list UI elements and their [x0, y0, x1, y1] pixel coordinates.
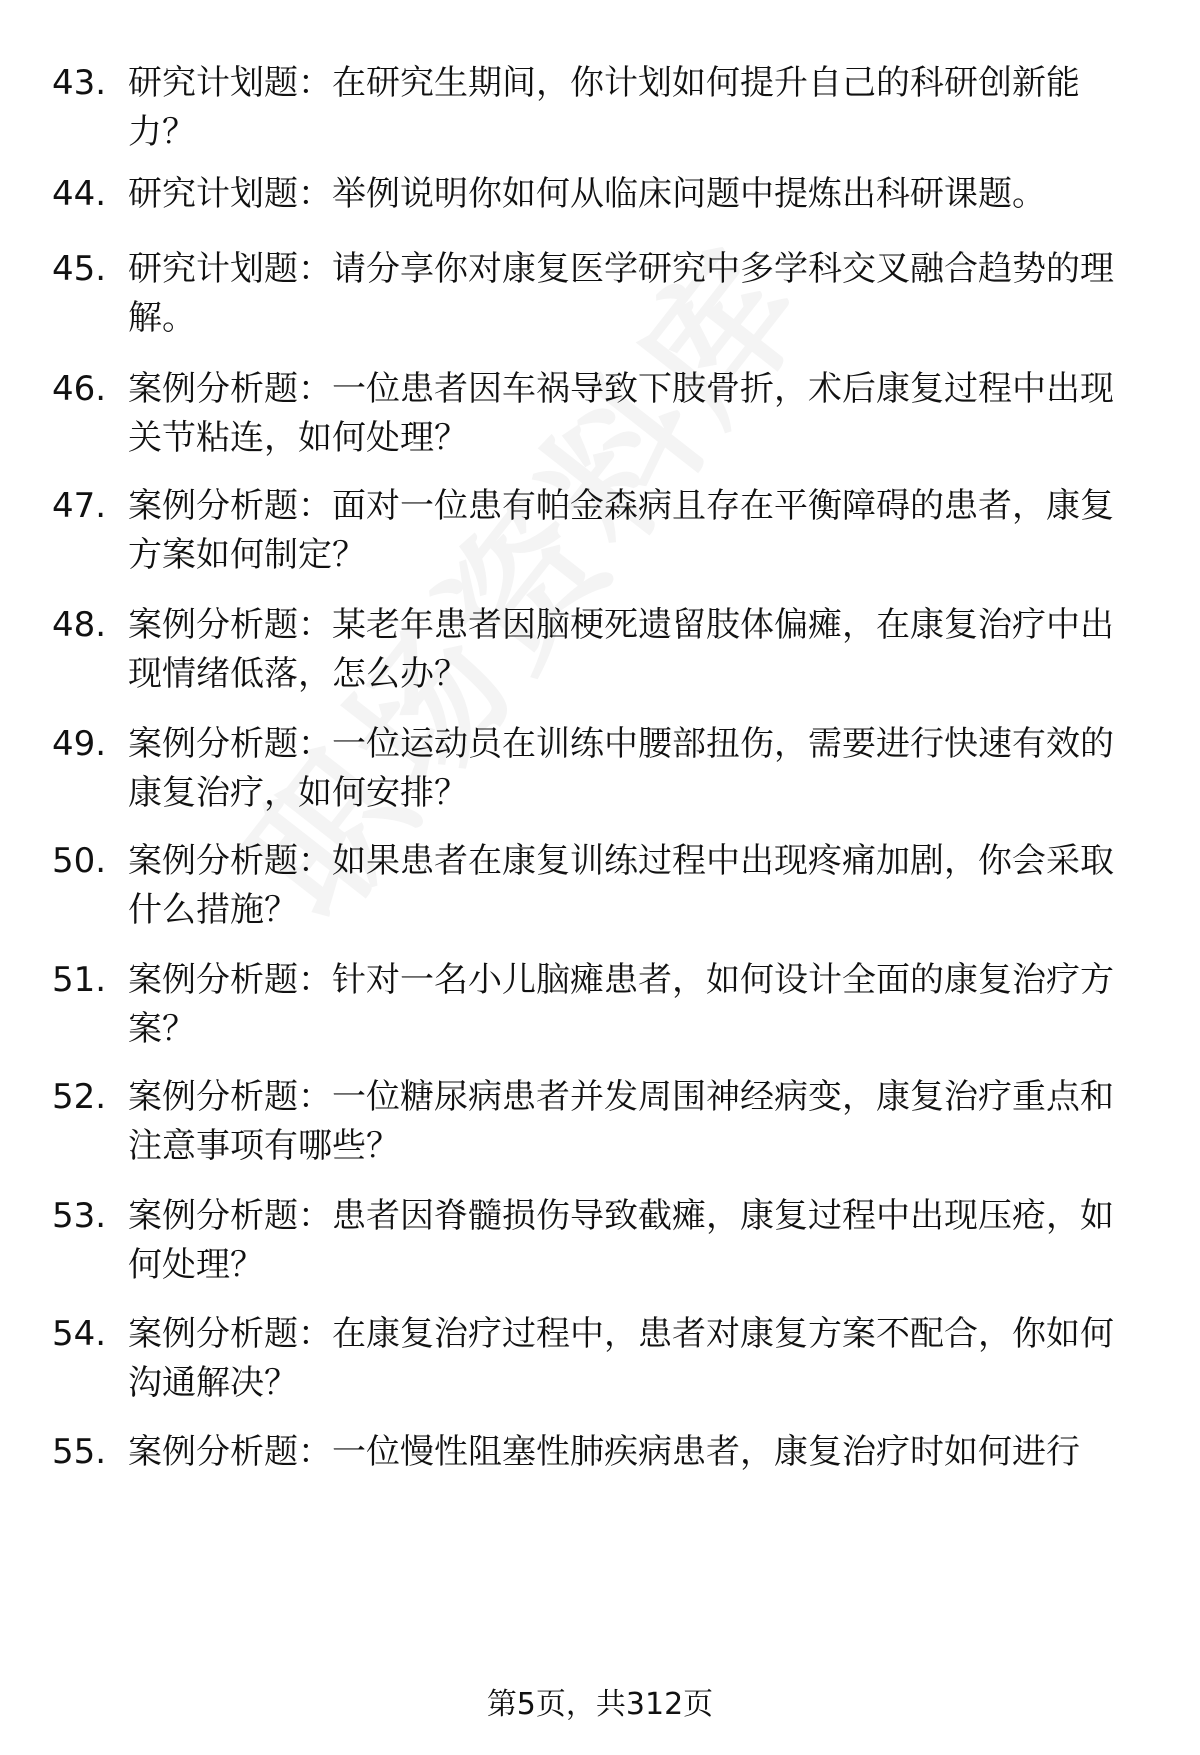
question-item [52, 1428, 1152, 1477]
question-item [52, 720, 1152, 818]
question-item [52, 956, 1152, 1054]
question-number: 44. [52, 174, 107, 214]
question-text: 案例分析题：针对一名小儿脑瘫患者，如何设计全面的康复治疗方案？ [128, 960, 1114, 1049]
question-item [52, 245, 1152, 343]
question-number: 50. [52, 841, 107, 881]
page-footer: 第5页，共312页 [486, 1687, 714, 1722]
question-text: 研究计划题：请分享你对康复医学研究中多学科交叉融合趋势的理解。 [128, 249, 1114, 338]
question-item [52, 837, 1152, 935]
question-number: 54. [52, 1314, 107, 1354]
question-number: 55. [52, 1432, 107, 1472]
question-number: 43. [52, 63, 107, 103]
question-text: 研究计划题：举例说明你如何从临床问题中提炼出科研课题。 [128, 174, 1046, 214]
question-text: 案例分析题：一位糖尿病患者并发周围神经病变，康复治疗重点和注意事项有哪些？ [128, 1077, 1114, 1166]
question-text: 案例分析题：如果患者在康复训练过程中出现疼痛加剧，你会采取什么措施？ [128, 841, 1114, 930]
question-number: 49. [52, 724, 107, 764]
question-item [52, 59, 1152, 157]
question-number: 48. [52, 605, 107, 645]
question-number: 52. [52, 1077, 107, 1117]
question-item [52, 482, 1152, 580]
question-text: 案例分析题：患者因脊髓损伤导致截瘫，康复过程中出现压疮，如何处理？ [128, 1196, 1114, 1285]
question-item [52, 365, 1152, 463]
question-number: 46. [52, 369, 107, 409]
question-item [52, 1192, 1152, 1290]
question-item [52, 1073, 1152, 1171]
question-number: 47. [52, 486, 107, 526]
question-number: 53. [52, 1196, 107, 1236]
question-item [52, 1310, 1152, 1408]
question-number: 45. [52, 249, 107, 289]
question-text: 案例分析题：一位运动员在训练中腰部扭伤，需要进行快速有效的康复治疗，如何安排？ [128, 724, 1114, 813]
question-number: 51. [52, 960, 107, 1000]
question-text: 案例分析题：某老年患者因脑梗死遗留肢体偏瘫，在康复治疗中出现情绪低落，怎么办？ [128, 605, 1114, 694]
question-text: 案例分析题：一位慢性阻塞性肺疾病患者，康复治疗时如何进行 [128, 1432, 1080, 1472]
question-text: 案例分析题：在康复治疗过程中，患者对康复方案不配合，你如何沟通解决？ [128, 1314, 1114, 1403]
question-text: 研究计划题：在研究生期间，你计划如何提升自己的科研创新能力？ [128, 63, 1080, 152]
question-item [52, 170, 1152, 219]
question-text: 案例分析题：面对一位患有帕金森病且存在平衡障碍的患者，康复方案如何制定？ [128, 486, 1114, 575]
question-item [52, 601, 1152, 699]
question-text: 案例分析题：一位患者因车祸导致下肢骨折，术后康复过程中出现关节粘连，如何处理？ [128, 369, 1114, 458]
